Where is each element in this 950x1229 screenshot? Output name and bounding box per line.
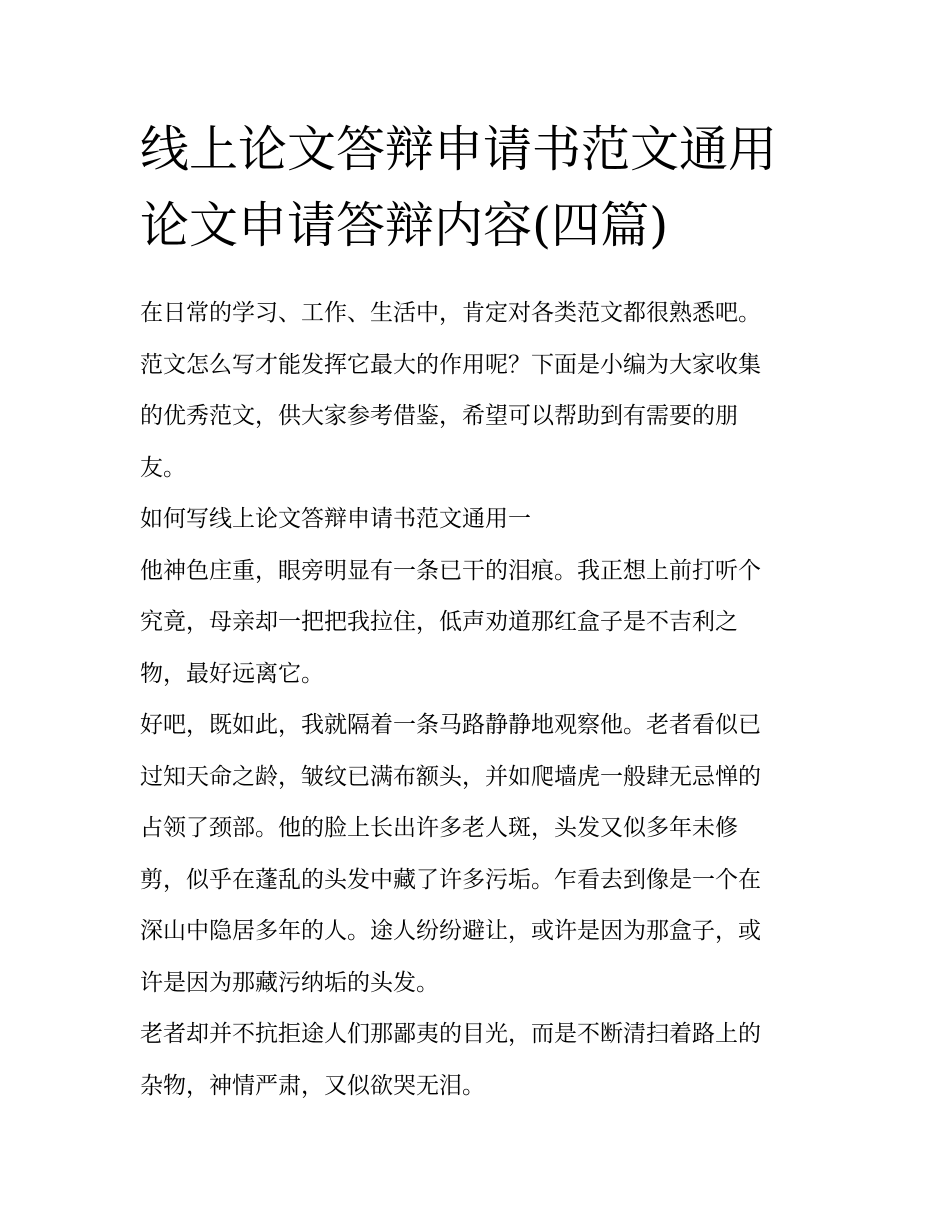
section-heading: [140, 494, 812, 546]
text-line: 许是因为那藏污纳垢的头发。: [140, 969, 439, 996]
text-line: 过知天命之龄，皱纹已满布额头，并如爬墙虎一般肆无忌惮的: [140, 763, 761, 790]
text-line: 他神色庄重，眼旁明显有一条已干的泪痕。我正想上前打听个: [140, 557, 761, 584]
text-line: 物，最好远离它。: [140, 660, 324, 687]
text-line: 在日常的学习、工作、生活中，肯定对各类范文都很熟悉吧。: [140, 300, 761, 326]
story-paragraph: [140, 546, 812, 701]
text-line: 占领了颈部。他的脸上长出许多老人斑，头发又似多年未修: [140, 815, 738, 841]
text-line: 好吧，既如此，我就隔着一条马路静静地观察他。老者看似已: [140, 712, 761, 738]
text-line: 友。: [140, 454, 186, 481]
document-title: [140, 112, 812, 264]
text-line: 深山中隐居多年的人。途人纷纷避让，或许是因为那盒子，或: [140, 918, 761, 944]
document-body: [140, 288, 812, 1112]
text-line: 范文怎么写才能发挥它最大的作用呢？下面是小编为大家收集: [140, 351, 761, 378]
text-line: 杂物，神情严肃，又似欲哭无泪。: [140, 1072, 485, 1099]
intro-paragraph: [140, 288, 812, 494]
text-line: 如何写线上论文答辩申请书范文通用一: [140, 506, 531, 532]
text-line: 剪，似乎在蓬乱的头发中藏了许多污垢。乍看去到像是一个在: [140, 866, 761, 893]
text-line: 究竟，母亲却一把把我拉住，低声劝道那红盒子是不吉利之: [140, 609, 738, 635]
title-line: 线上论文答辩申请书范文通用: [140, 121, 778, 178]
document-content: [140, 112, 812, 1112]
title-line: 论文申请答辩内容(四篇): [140, 197, 669, 254]
text-line: 的优秀范文，供大家参考借鉴，希望可以帮助到有需要的朋: [140, 403, 738, 429]
story-paragraph: [140, 1009, 812, 1112]
story-paragraph: [140, 700, 812, 1009]
text-line: 老者却并不抗拒途人们那鄙夷的目光，而是不断清扫着路上的: [140, 1021, 761, 1047]
